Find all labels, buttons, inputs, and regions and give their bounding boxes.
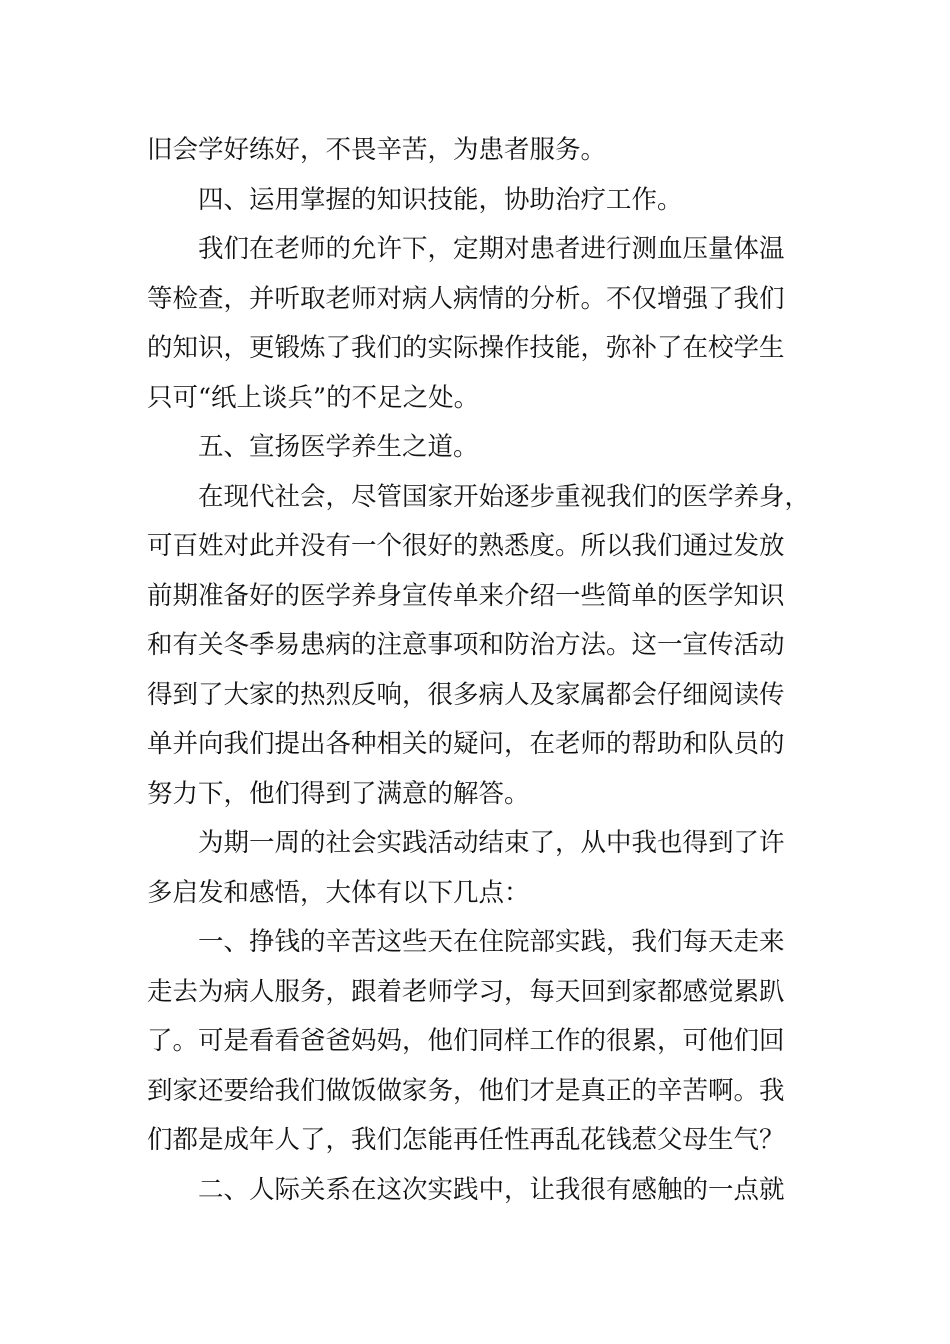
text-line: 到家还要给我们做饭做家务，他们才是真正的辛苦啊。我 [147, 1075, 785, 1106]
text-line: 一、挣钱的辛苦这些天在住院部实践，我们每天走来 [198, 927, 785, 957]
text-line: 二、人际关系在这次实践中，让我很有感触的一点就 [198, 1174, 785, 1205]
text-line: 得到了大家的热烈反响，很多病人及家属都会仔细阅读传 [147, 679, 785, 710]
text-line: 和有关冬季易患病的注意事项和防治方法。这一宣传活动 [147, 630, 785, 660]
text-line: 在现代社会，尽管国家开始逐步重视我们的医学养身， [198, 481, 811, 512]
text-line: 只可“纸上谈兵”的不足之处。 [147, 382, 480, 413]
text-line: 单并向我们提出各种相关的疑问，在老师的帮助和队员的 [147, 729, 785, 759]
text-line: 我们在老师的允许下，定期对患者进行测血压量体温 [198, 234, 785, 264]
text-line: 四、运用掌握的知识技能，协助治疗工作。 [198, 184, 683, 215]
text-line: 旧会学好练好，不畏辛苦，为患者服务。 [147, 135, 607, 165]
text-line: 们都是成年人了，我们怎能再任性再乱花钱惹父母生气？ [147, 1125, 785, 1155]
text-line: 前期准备好的医学养身宣传单来介绍一些简单的医学知识 [147, 580, 785, 611]
text-line: 了。可是看看爸爸妈妈，他们同样工作的很累，可他们回 [147, 1026, 785, 1056]
text-line: 等检查，并听取老师对病人病情的分析。不仅增强了我们 [147, 283, 785, 314]
text-line: 可百姓对此并没有一个很好的熟悉度。所以我们通过发放 [147, 531, 785, 561]
body-text [147, 126, 827, 1215]
text-line: 的知识，更锻炼了我们的实际操作技能，弥补了在校学生 [147, 333, 785, 363]
text-line: 为期一周的社会实践活动结束了，从中我也得到了许 [198, 828, 785, 858]
text-line: 走去为病人服务，跟着老师学习，每天回到家都感觉累趴 [147, 976, 785, 1007]
text-line: 多启发和感悟，大体有以下几点： [147, 877, 530, 908]
text-line: 五、宣扬医学养生之道。 [198, 432, 479, 462]
text-line: 努力下，他们得到了满意的解答。 [147, 778, 530, 809]
